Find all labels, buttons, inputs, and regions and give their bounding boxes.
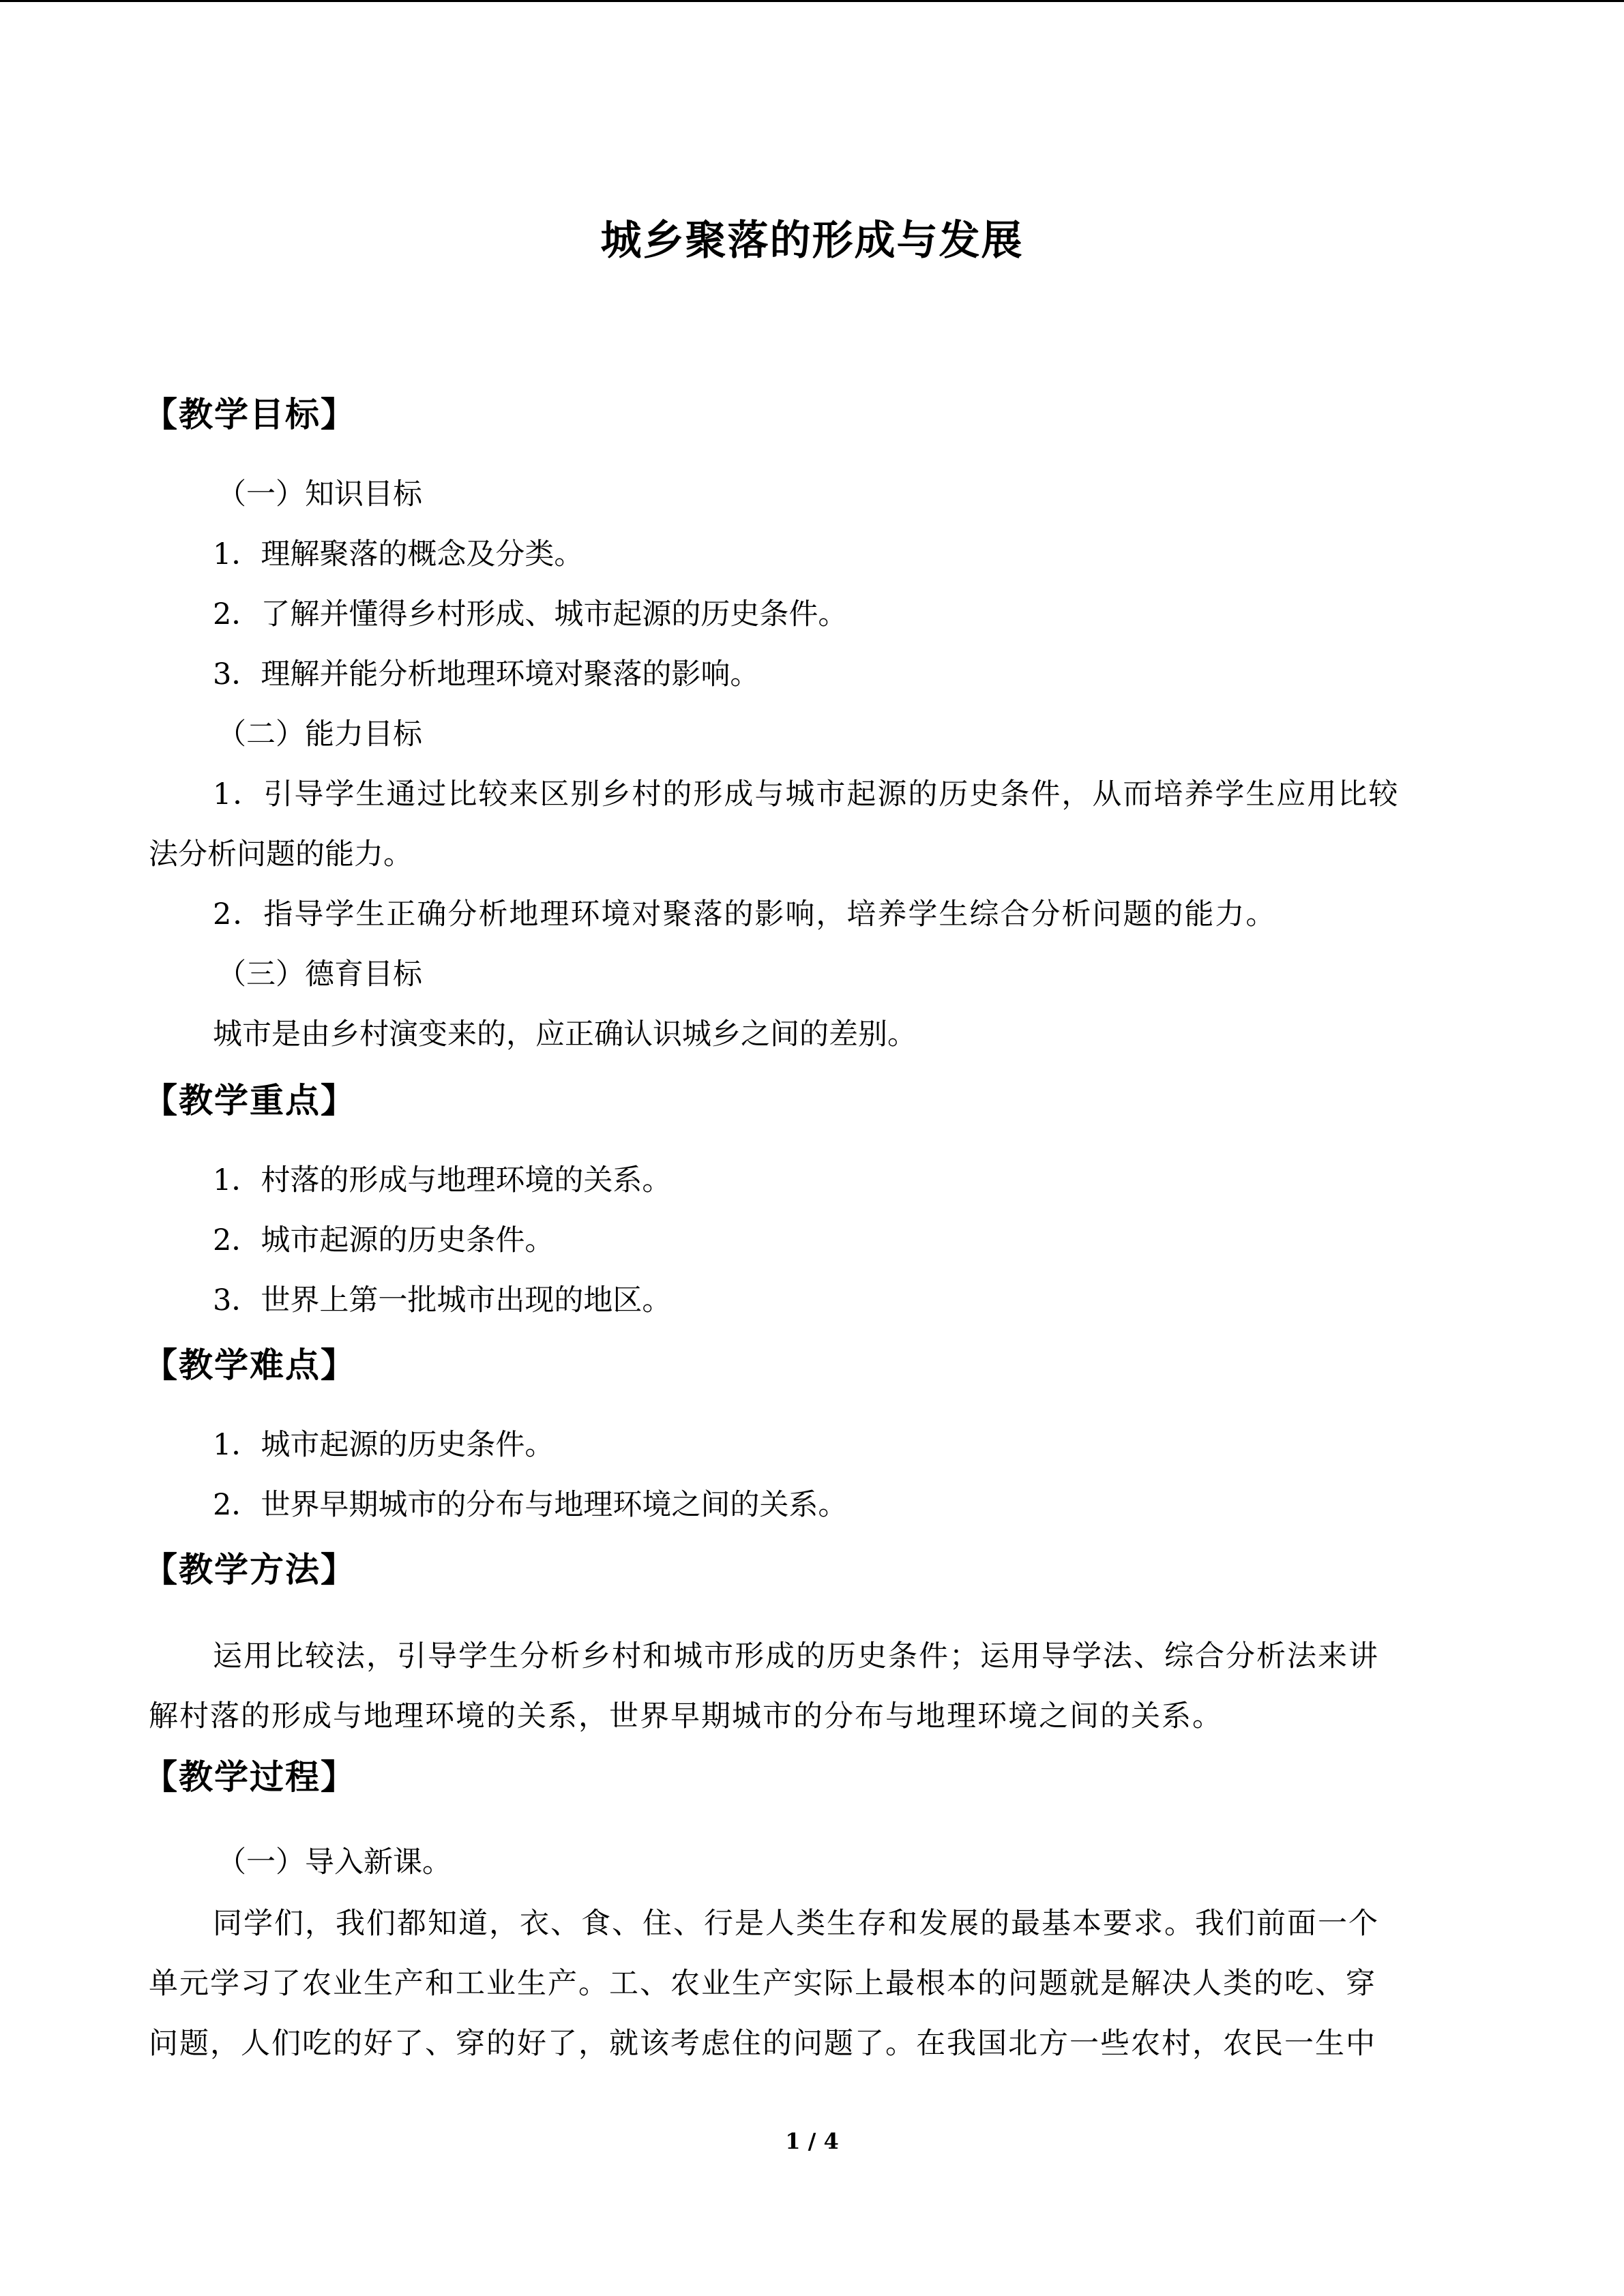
ability-objectives-label: （二）能力目标 xyxy=(217,717,422,751)
knowledge-item-2: 2．了解并懂得乡村形成、城市起源的历史条件。 xyxy=(213,597,848,631)
moral-objectives-label: （三）德育目标 xyxy=(217,957,422,992)
page-number: 1 / 4 xyxy=(785,2128,839,2154)
methods-line-1: 运用比较法，引导学生分析乡村和城市形成的历史条件；运用导学法、综合分析法来讲 xyxy=(213,1639,1379,1673)
knowledge-item-1: 1．理解聚落的概念及分类。 xyxy=(213,537,584,571)
document-title: 城乡聚落的形成与发展 xyxy=(600,217,1024,265)
process-intro-label: （一）导入新课。 xyxy=(217,1845,452,1879)
ability-item-1-line-1: 1．引导学生通过比较来区别乡村的形成与城市起源的历史条件，从而培养学生应用比较 xyxy=(213,777,1400,811)
heading-teaching-objectives: 【教学目标】 xyxy=(143,395,356,434)
process-paragraph-line-1: 同学们，我们都知道，衣、食、住、行是人类生存和发展的最基本要求。我们前面一个 xyxy=(213,1907,1379,1941)
process-paragraph-line-2: 单元学习了农业生产和工业生产。工、农业生产实际上最根本的问题就是解决人类的吃、穿 xyxy=(149,1967,1376,2001)
difficulty-1: 1．城市起源的历史条件。 xyxy=(213,1428,555,1462)
difficulty-2: 2．世界早期城市的分布与地理环境之间的关系。 xyxy=(213,1488,848,1522)
process-paragraph-line-3: 问题，人们吃的好了、穿的好了，就该考虑住的问题了。在我国北方一些农村，农民一生中 xyxy=(149,2027,1376,2061)
knowledge-objectives-label: （一）知识目标 xyxy=(217,477,422,511)
top-border-line xyxy=(0,0,1624,2)
methods-line-2: 解村落的形成与地理环境的关系，世界早期城市的分布与地理环境之间的关系。 xyxy=(149,1699,1223,1733)
knowledge-item-3: 3．理解并能分析地理环境对聚落的影响。 xyxy=(213,657,760,691)
heading-difficulties: 【教学难点】 xyxy=(143,1345,356,1385)
moral-objectives-text: 城市是由乡村演变来的，应正确认识城乡之间的差别。 xyxy=(213,1017,917,1052)
heading-teaching-process: 【教学过程】 xyxy=(143,1757,356,1797)
heading-key-points: 【教学重点】 xyxy=(143,1081,356,1120)
key-point-2: 2．城市起源的历史条件。 xyxy=(213,1223,555,1257)
key-point-1: 1．村落的形成与地理环境的关系。 xyxy=(213,1163,672,1197)
key-point-3: 3．世界上第一批城市出现的地区。 xyxy=(213,1283,672,1317)
heading-teaching-methods: 【教学方法】 xyxy=(143,1550,356,1590)
ability-item-1-line-2: 法分析问题的能力。 xyxy=(149,837,413,871)
ability-item-2: 2．指导学生正确分析地理环境对聚落的影响，培养学生综合分析问题的能力。 xyxy=(213,897,1277,931)
